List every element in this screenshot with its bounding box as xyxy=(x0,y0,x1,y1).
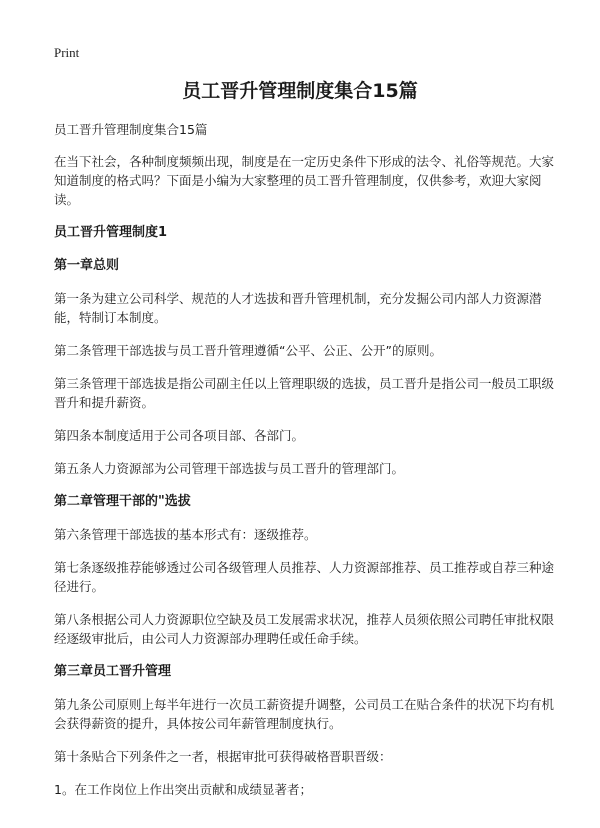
article-4: 第四条本制度适用于公司各项目部、各部门。 xyxy=(54,428,305,443)
section-heading: 员工晋升管理制度1 xyxy=(54,225,168,240)
chapter-1-heading: 第一章总则 xyxy=(54,258,120,273)
intro-paragraph: 在当下社会，各种制度频频出现，制度是在一定历史条件下形成的法令、礼俗等规范。大家知道制度的格式吗？下面是小编为大家整理的员工晋升管理制度，仅供参考，欢迎大家阅读。 xyxy=(54,154,555,207)
list-item-1: 1。在工作岗位上作出突出贡献和成绩显著者； xyxy=(54,782,312,797)
article-2: 第二条管理干部选拔与员工晋升管理遵循“公平、公正、公开”的原则。 xyxy=(54,343,442,358)
article-9: 第九条公司原则上每半年进行一次员工薪资提升调整，公司员工在贴合条件的状况下均有机会获得薪资的提升，具体按公司年薪管理制度执行。 xyxy=(54,697,555,731)
article-7: 第七条逐级推荐能够透过公司各级管理人员推荐、人力资源部推荐、员工推荐或自荐三种途径进行。 xyxy=(54,560,555,594)
article-5: 第五条人力资源部为公司管理干部选拔与员工晋升的管理部门。 xyxy=(54,461,405,476)
document-subtitle: 员工晋升管理制度集合15篇 xyxy=(54,122,208,137)
page-title: 员工晋升管理制度集合15篇 xyxy=(182,80,418,102)
chapter-2-heading: 第二章管理干部的"选拔 xyxy=(54,494,191,509)
article-3: 第三条管理干部选拔是指公司副主任以上管理职级的选拔，员工晋升是指公司一般员工职级晋升和提升薪资。 xyxy=(54,376,555,410)
article-6: 第六条管理干部选拔的基本形式有：逐级推荐。 xyxy=(54,527,317,542)
article-1: 第一条为建立公司科学、规范的人才选拔和晋升管理机制，充分发掘公司内部人力资源潜能，特制订本制度。 xyxy=(54,291,542,325)
article-10: 第十条贴合下列条件之一者，根据审批可获得破格晋职晋级： xyxy=(54,749,392,764)
print-link[interactable]: Print xyxy=(54,45,80,60)
document-body xyxy=(54,120,560,813)
chapter-3-heading: 第三章员工晋升管理 xyxy=(54,664,172,679)
article-8: 第八条根据公司人力资源职位空缺及员工发展需求状况，推荐人员须依照公司聘任审批权限经逐级审批后，由公司人力资源部办理聘任或任命手续。 xyxy=(54,612,555,646)
